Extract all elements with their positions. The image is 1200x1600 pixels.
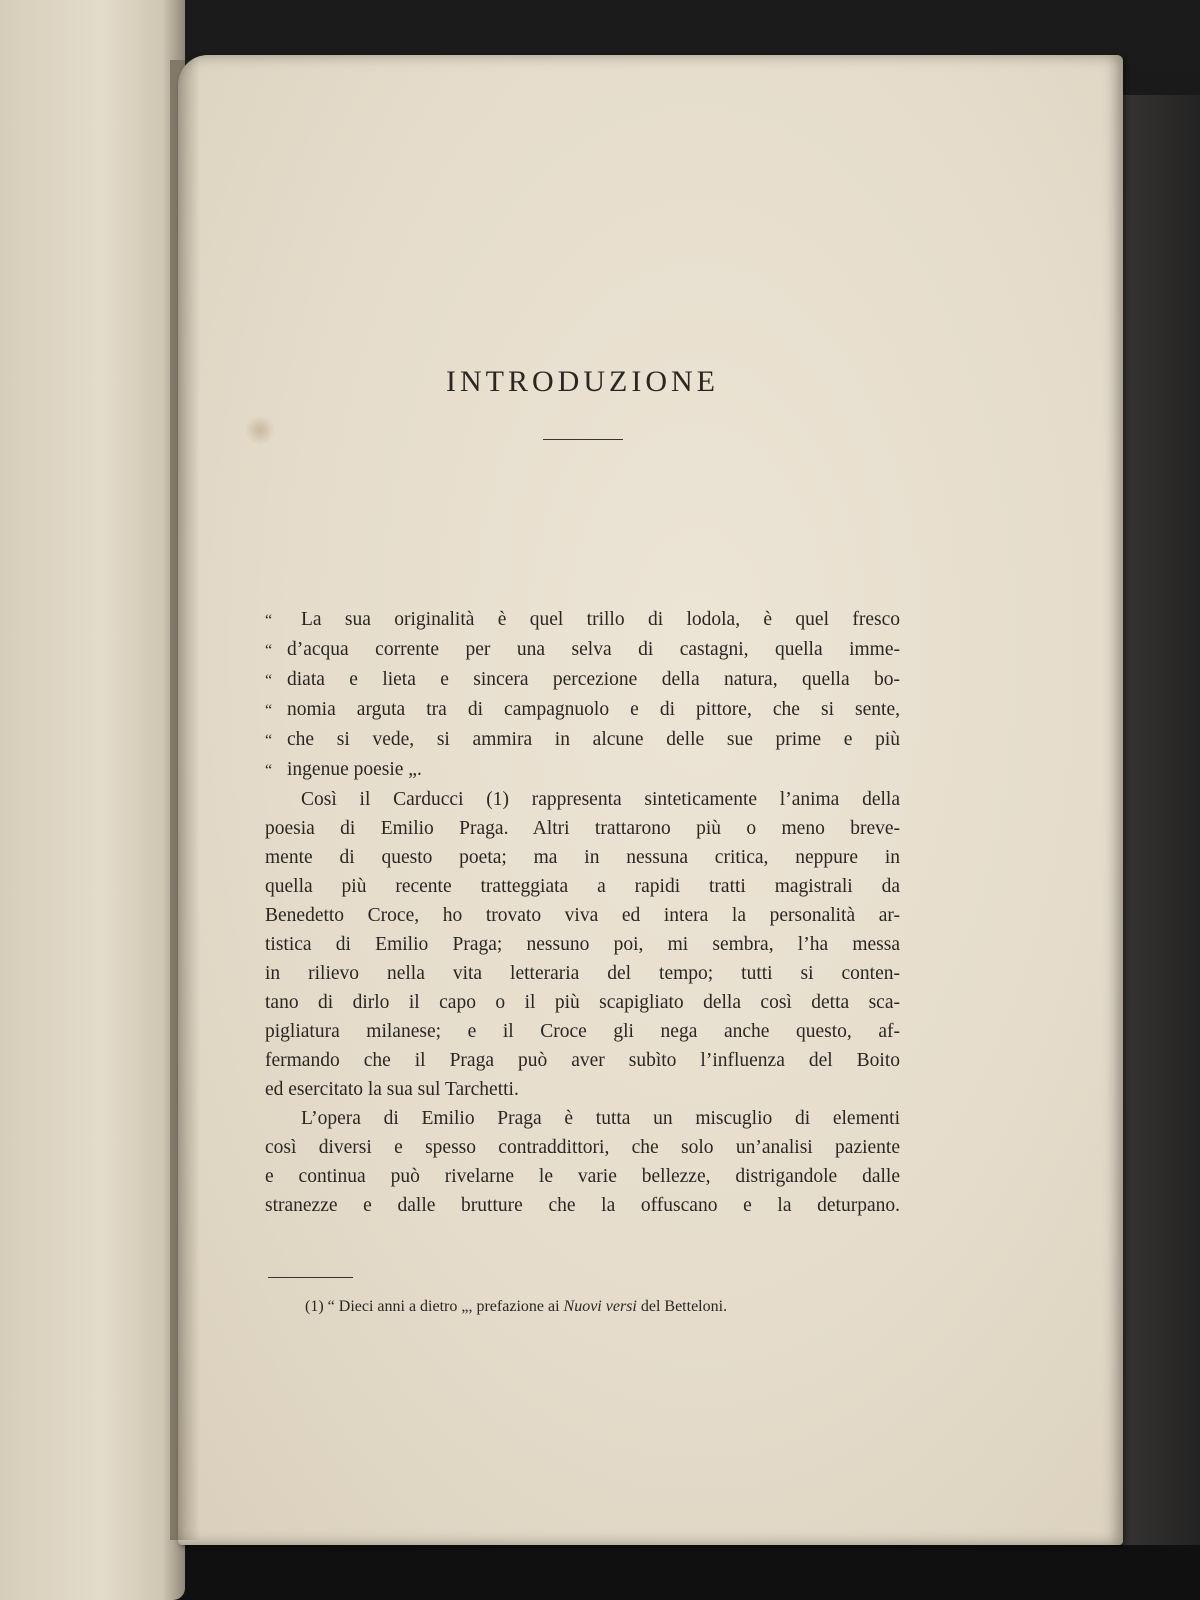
text-line: L’opera di Emilio Praga è tutta un miscuglio di elementi [301, 1108, 900, 1129]
text-line: Benedetto Croce, ho trovato viva ed intera la personalità ar- [265, 905, 900, 926]
text-line: quella più recente tratteggiata a rapidi tratti magistrali da [265, 876, 900, 897]
paragraph-1 [265, 785, 900, 1104]
footnote-text: “ Dieci anni a dietro „, prefazione ai [327, 1298, 560, 1315]
quote-mark: “ [265, 672, 273, 689]
quote-line [265, 635, 900, 665]
quote-line [265, 665, 900, 695]
quote-line-text: che si vede, si ammira in alcune delle sue prime e più [287, 729, 900, 750]
quote-mark: “ [265, 642, 273, 659]
quote-mark: “ [265, 612, 273, 629]
page-text [265, 365, 900, 1220]
quote-mark: “ [265, 702, 273, 719]
page-title: INTRODUZIONE [446, 365, 719, 398]
gutter-shadow [170, 60, 200, 1540]
footnote [305, 1298, 900, 1316]
quote-line [265, 695, 900, 725]
quote-line [265, 725, 900, 755]
quote-line-text: nomia arguta tra di campagnuolo e di pittore, che si sente, [287, 699, 900, 720]
quote-line-text: diata e lieta e sincera percezione della natura, quella bo- [287, 669, 900, 690]
text-line: poesia di Emilio Praga. Altri trattarono più o meno breve- [265, 818, 900, 839]
quote-mark: “ [265, 732, 273, 749]
footnote-text-end: del Betteloni. [640, 1298, 728, 1315]
text-line: ed esercitato la sua sul Tarchetti. [265, 1079, 519, 1100]
paragraph-2 [265, 1104, 900, 1220]
text-line: fermando che il Praga può aver subìto l’influenza del Boito [265, 1050, 900, 1071]
quote-line [265, 605, 900, 635]
quote-line-text: d’acqua corrente per una selva di castagni, quella imme- [287, 639, 900, 660]
opening-quote [265, 605, 900, 785]
title-rule [543, 439, 623, 440]
footnote-rule [268, 1277, 353, 1278]
text-line: stranezze e dalle brutture che la offuscano e la deturpano. [265, 1195, 900, 1216]
left-page [0, 0, 185, 1600]
footnote-title: Nuovi versi [563, 1298, 637, 1315]
quote-mark: “ [265, 762, 273, 779]
text-line: pigliatura milanese; e il Croce gli nega anche questo, af- [265, 1021, 900, 1042]
text-line: così diversi e spesso contraddittori, che solo un’analisi paziente [265, 1137, 900, 1158]
text-line: tistica di Emilio Praga; nessuno poi, mi sembra, l’ha messa [265, 934, 900, 955]
text-line: tano di dirlo il capo o il più scapigliato della così detta sca- [265, 992, 900, 1013]
text-line: e continua può rivelarne le varie bellezze, distrigandole dalle [265, 1166, 900, 1187]
quote-line-text: La sua originalità è quel trillo di lodola, è quel fresco [301, 609, 900, 630]
footnote-marker: (1) [305, 1298, 324, 1315]
quote-line [265, 755, 900, 785]
text-line: Così il Carducci (1) rappresenta sinteticamente l’anima della [301, 789, 900, 810]
text-line: in rilievo nella vita letteraria del tempo; tutti si conten- [265, 963, 900, 984]
quote-line-text: ingenue poesie „. [287, 759, 422, 780]
text-line: mente di questo poeta; ma in nessuna critica, neppure in [265, 847, 900, 868]
